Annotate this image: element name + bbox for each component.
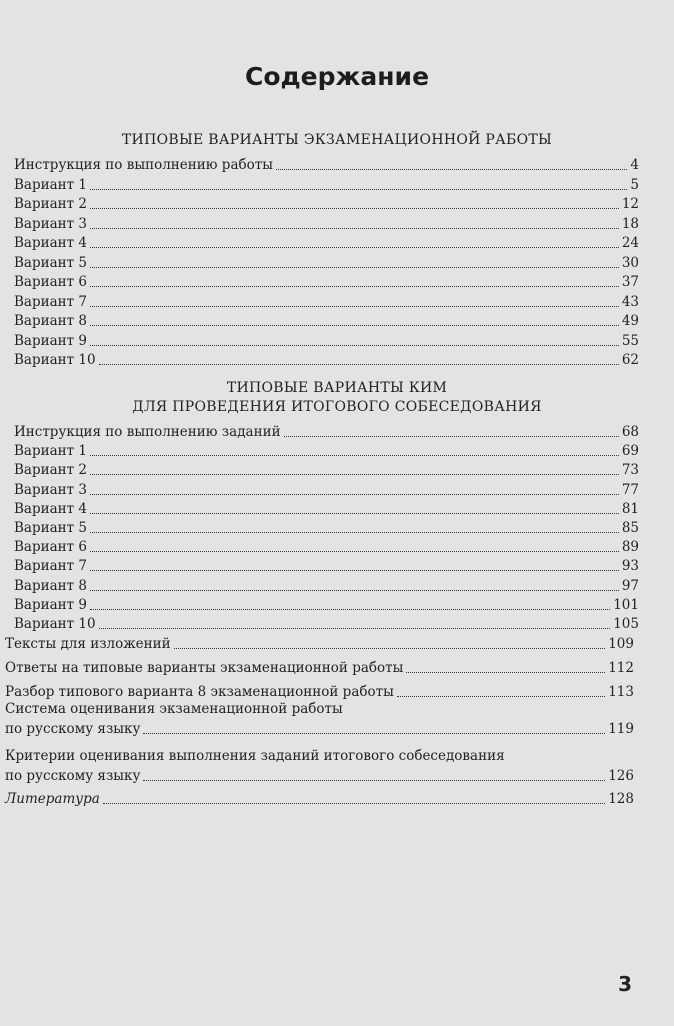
toc-entry-criteria[interactable]: по русскому языку 126 [5, 768, 634, 784]
toc-entry-page: 77 [621, 481, 639, 498]
toc-entry[interactable] [14, 500, 639, 518]
toc-entry-page: 93 [621, 558, 639, 575]
dot-leader [90, 494, 619, 495]
toc-entry-criteria-line1: Критерии оценивания выполнения заданий итогового собеседования [5, 748, 505, 764]
section2-heading-line1: ТИПОВЫЕ ВАРИАНТЫ КИМ [226, 380, 448, 396]
toc-entry-grading-line1: Система оценивания экзаменационной работы [5, 701, 343, 717]
toc-entry-label: Инструкция по выполнению заданий [14, 424, 281, 440]
toc-entry-page: 24 [621, 235, 639, 251]
toc-entry[interactable] [14, 293, 639, 311]
dot-leader [276, 169, 627, 170]
toc-entry-label: Вариант 3 [14, 215, 88, 232]
toc-entry-analysis[interactable]: Разбор типового варианта 8 экзаменационной работы 113 [5, 684, 634, 700]
toc-entry-label: Вариант 5 [14, 520, 88, 536]
toc-entry[interactable] [14, 254, 639, 272]
toc-entry-label: Вариант 4 [14, 235, 88, 251]
dot-leader [90, 247, 619, 248]
toc-entry[interactable] [14, 481, 639, 499]
toc-entry-literature[interactable]: Литература 128 [5, 791, 634, 807]
toc-entry[interactable] [14, 519, 639, 537]
dot-leader [90, 228, 619, 229]
toc-entry[interactable] [14, 538, 639, 556]
toc-entry[interactable] [14, 234, 639, 252]
dot-leader [90, 455, 619, 456]
toc-entry-page: 68 [621, 424, 639, 440]
dot-leader [90, 590, 619, 591]
toc-entry[interactable] [14, 332, 639, 350]
toc-entry[interactable] [14, 195, 639, 213]
dot-leader [90, 609, 610, 610]
toc-entry-label: Вариант 4 [14, 500, 88, 517]
dot-leader [90, 345, 619, 346]
toc-entry-page: 49 [621, 313, 639, 329]
toc-entry[interactable] [14, 351, 639, 369]
toc-entry-label: Вариант 9 [14, 332, 88, 349]
toc-entry-label: Вариант 6 [14, 274, 88, 290]
toc-entry-page: 30 [621, 254, 639, 271]
dot-leader [90, 267, 619, 268]
toc-entry-label: Вариант 5 [14, 254, 88, 271]
section1-heading: ТИПОВЫЕ ВАРИАНТЫ ЭКЗАМЕНАЦИОННОЙ РАБОТЫ [121, 132, 553, 148]
toc-entry-page: 12 [621, 196, 639, 212]
toc-entry-label: Вариант 6 [14, 539, 88, 556]
toc-entry[interactable] [14, 312, 639, 330]
toc-entry-label: Инструкция по выполнению работы [14, 157, 273, 173]
toc-entry[interactable] [14, 273, 639, 291]
toc-entry-label: Вариант 10 [14, 616, 96, 632]
toc-entry-page: 89 [621, 539, 639, 556]
toc-entry-label: Вариант 7 [14, 558, 88, 575]
dot-leader [90, 189, 627, 190]
section2-heading-line2: ДЛЯ ПРОВЕДЕНИЯ ИТОГОВОГО СОБЕСЕДОВАНИЯ [132, 399, 542, 415]
dot-leader [99, 364, 619, 365]
toc-entry[interactable] [14, 423, 639, 441]
toc-entry-label: Вариант 8 [14, 577, 88, 594]
dot-leader [90, 570, 619, 571]
toc-entry-page: 97 [621, 577, 639, 594]
dot-leader [90, 551, 619, 552]
toc-entry[interactable] [14, 176, 639, 194]
toc-entry-page: 81 [621, 500, 639, 517]
toc-entry-page: 43 [621, 293, 639, 310]
toc-entry-label: Вариант 3 [14, 481, 88, 498]
toc-entry-page: 55 [621, 332, 639, 349]
page-title: Содержание [244, 62, 430, 91]
toc-entry-label: Вариант 1 [14, 176, 88, 193]
toc-entry-page: 69 [621, 443, 639, 460]
toc-entry-answers[interactable]: Ответы на типовые варианты экзаменационной работы 112 [5, 660, 634, 676]
toc-entry[interactable] [14, 557, 639, 575]
page-number: 3 [618, 972, 632, 996]
toc-entry-page: 18 [621, 215, 639, 232]
toc-entry-page: 5 [630, 176, 639, 193]
toc-entry-label: Вариант 2 [14, 196, 88, 212]
toc-entry-texts[interactable]: Тексты для изложений 109 [5, 636, 634, 652]
dot-leader [90, 513, 619, 514]
toc-entry[interactable] [14, 596, 639, 614]
dot-leader [284, 436, 619, 437]
toc-entry-label: Вариант 9 [14, 596, 88, 613]
toc-entry[interactable] [14, 442, 639, 460]
dot-leader [90, 325, 619, 326]
toc-entry-label: Вариант 10 [14, 352, 96, 368]
toc-entry-page: 62 [621, 352, 639, 368]
toc-entry[interactable] [14, 156, 639, 174]
dot-leader [90, 208, 619, 209]
toc-entry-grading[interactable]: по русскому языку 119 [5, 721, 634, 737]
toc-entry-page: 101 [613, 596, 639, 613]
toc-entry-page: 85 [621, 520, 639, 536]
toc-entry-label: Вариант 8 [14, 313, 88, 329]
toc-entry-label: Вариант 1 [14, 443, 88, 460]
dot-leader [99, 628, 611, 629]
toc-entry-page: 73 [621, 462, 639, 479]
toc-entry-page: 105 [613, 616, 639, 632]
toc-entry[interactable] [14, 615, 639, 633]
toc-entry[interactable] [14, 215, 639, 233]
dot-leader [90, 286, 619, 287]
toc-entry-label: Вариант 2 [14, 462, 88, 479]
toc-entry-page: 37 [621, 274, 639, 290]
toc-entry[interactable] [14, 461, 639, 479]
toc-entry-label: Вариант 7 [14, 293, 88, 310]
toc-entry-page: 4 [630, 157, 639, 173]
dot-leader [90, 532, 619, 533]
toc-entry[interactable] [14, 577, 639, 595]
dot-leader [90, 474, 619, 475]
dot-leader [90, 306, 619, 307]
